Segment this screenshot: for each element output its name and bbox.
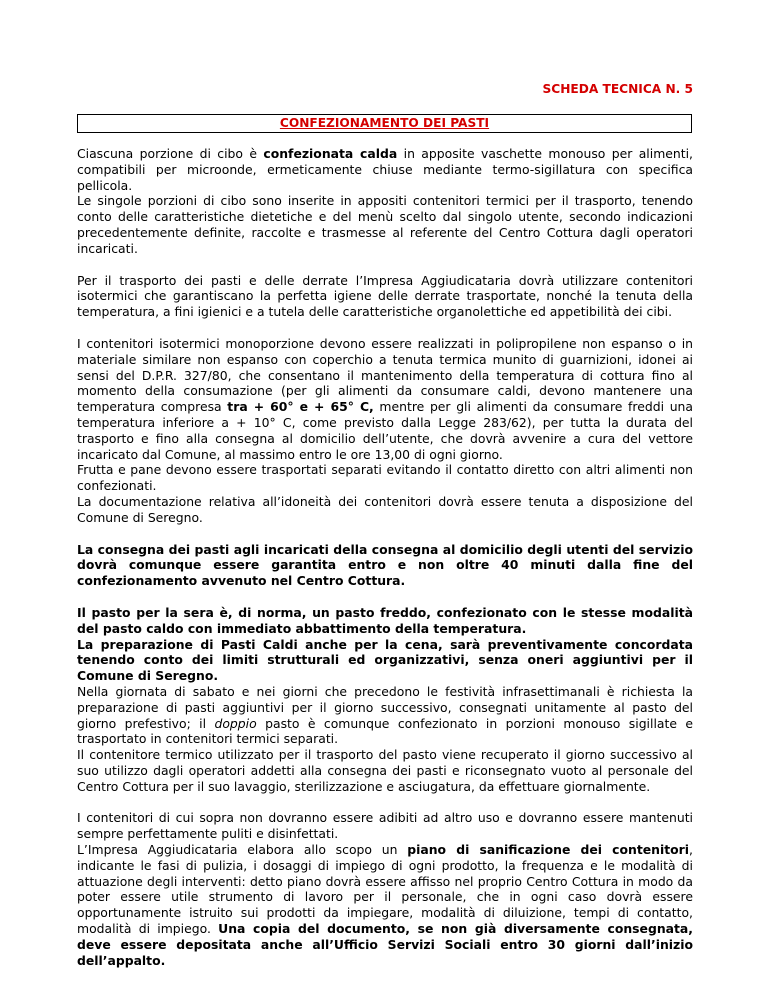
paragraph-9: La preparazione di Pasti Caldi anche per la cena, sarà preventivamente concordata tenendo conto dei limiti strutturali ed organizzativi, senza oneri aggiuntivi per il Comune di Seregno. (77, 636, 693, 684)
italic-word: doppio (214, 715, 257, 731)
document-body (77, 146, 693, 968)
scheda-label: SCHEDA TECNICA N. 5 (542, 82, 693, 96)
paragraph-8: Il pasto per la sera è, di norma, un pasto freddo, confezionato con le stesse modalità del pasto caldo con immediato abbattimento della temperatura. (77, 604, 693, 636)
plan-title: piano di sanificazione dei contenitori (407, 842, 690, 858)
page-title: CONFEZIONAMENTO DEI PASTI (279, 116, 490, 130)
paragraph-12: I contenitori di cui sopra non dovranno essere adibiti ad altro uso e dovranno essere mantenuti sempre perfettamente puliti e disinfettati. (77, 810, 693, 842)
paragraph-4: I contenitori isotermici monoporzione devono essere realizzati in polipropilene non espanso o in materiale similare non espanso con coperchio a tenuta termica munito di guarnizioni, idonei ai sensi del D.P.R. 327/80, che consentano il mantenimento della temperatura di cottura fino al momento della consumazione (per gli alimenti da consumare caldi, devono mantenere una temperatura compresa tra + 60° e + 65° C, mentre per gli alimenti da consumare freddi una temperatura inferiore a + 10° C, come previsto dalla Legge 283/62), per tutta la durata del trasporto e fino alla consegna al domicilio dell’utente, che dovrà avvenire a cura del vettore incaricato dal Comune, al massimo entro le ore 13,00 di ogni giorno. (77, 335, 693, 462)
paragraph-13: L’Impresa Aggiudicataria elabora allo scopo un piano di sanificazione dei contenitori, indicante le fasi di pulizia, i dosaggi di impiego di ogni prodotto, la frequenza e le modalità di attuazione degli interventi: detto piano dovrà essere affisso nel proprio Centro Cottura in modo da poter essere utile strumento di lavoro per il personale, che in ogni caso dovrà essere opportunamente istruito sui prodotti da impiegare, modalità di diluizione, tempi di contatto, modalità di impiego. Una copia del documento, se non già diversamente consegnata, deve essere depositata anche all’Ufficio Servizi Sociali entro 30 giorni dall’inizio dell’appalto. (77, 842, 693, 968)
paragraph-7: La consegna dei pasti agli incaricati della consegna al domicilio degli utenti del servizio dovrà comunque essere garantita entro e non oltre 40 minuti dalla fine del confezionamento avvenuto nel Centro Cottura. (77, 541, 693, 589)
paragraph-1: Ciascuna porzione di cibo è confezionata calda in apposite vaschette monouso per alimenti, compatibili per microonde, ermeticamente chiuse mediante termo-sigillatura con specifica pellicola. (77, 146, 693, 193)
paragraph-2: Le singole porzioni di cibo sono inserite in appositi contenitori termici per il trasporto, tenendo conto delle caratteristiche dietetiche e del menù scelto dal singolo utente, secondo indicazioni precedentemente definite, raccolte e trasmesse al referente del Centro Cottura dagli operatori incaricati. (77, 193, 693, 256)
paragraph-5: Frutta e pane devono essere trasportati separati evitando il contatto diretto con altri alimenti non confezionati. (77, 462, 693, 494)
bold-phrase: confezionata calda (263, 146, 398, 161)
temperature-range: tra + 60° e + 65° C, (227, 399, 374, 415)
paragraph-10: Nella giornata di sabato e nei giorni che precedono le festività infrasettimanali è richiesta la preparazione di pasti aggiuntivi per il giorno successivo, consegnati unitamente al pasto del giorno prefestivo; il doppio pasto è comunque confezionato in porzioni monouso sigillate e trasportato in contenitori termici separati. (77, 683, 693, 747)
paragraph-3: Per il trasporto dei pasti e delle derrate l’Impresa Aggiudicataria dovrà utilizzare contenitori isotermici che garantiscano la perfetta igiene delle derrate trasportate, nonché la tenuta della temperatura, a fini igienici e a tutela delle caratteristiche organolettiche ed appetibilità dei cibi. (77, 272, 693, 320)
deposit-note: Una copia del documento, se non già diversamente consegnata, deve essere depositata anche all’Ufficio Servizi Sociali entro 30 giorni dall’inizio dell’appalto. (77, 921, 693, 968)
paragraph-11: Il contenitore termico utilizzato per il trasporto del pasto viene recuperato il giorno successivo al suo utilizzo dagli operatori addetti alla consegna dei pasti e riconsegnato vuoto al personale del Centro Cottura per il suo lavaggio, sterilizzazione e asciugatura, da effettuare giornalmente. (77, 747, 693, 794)
paragraph-6: La documentazione relativa all’idoneità dei contenitori dovrà essere tenuta a disposizione del Comune di Seregno. (77, 493, 693, 525)
title-box (77, 114, 692, 133)
